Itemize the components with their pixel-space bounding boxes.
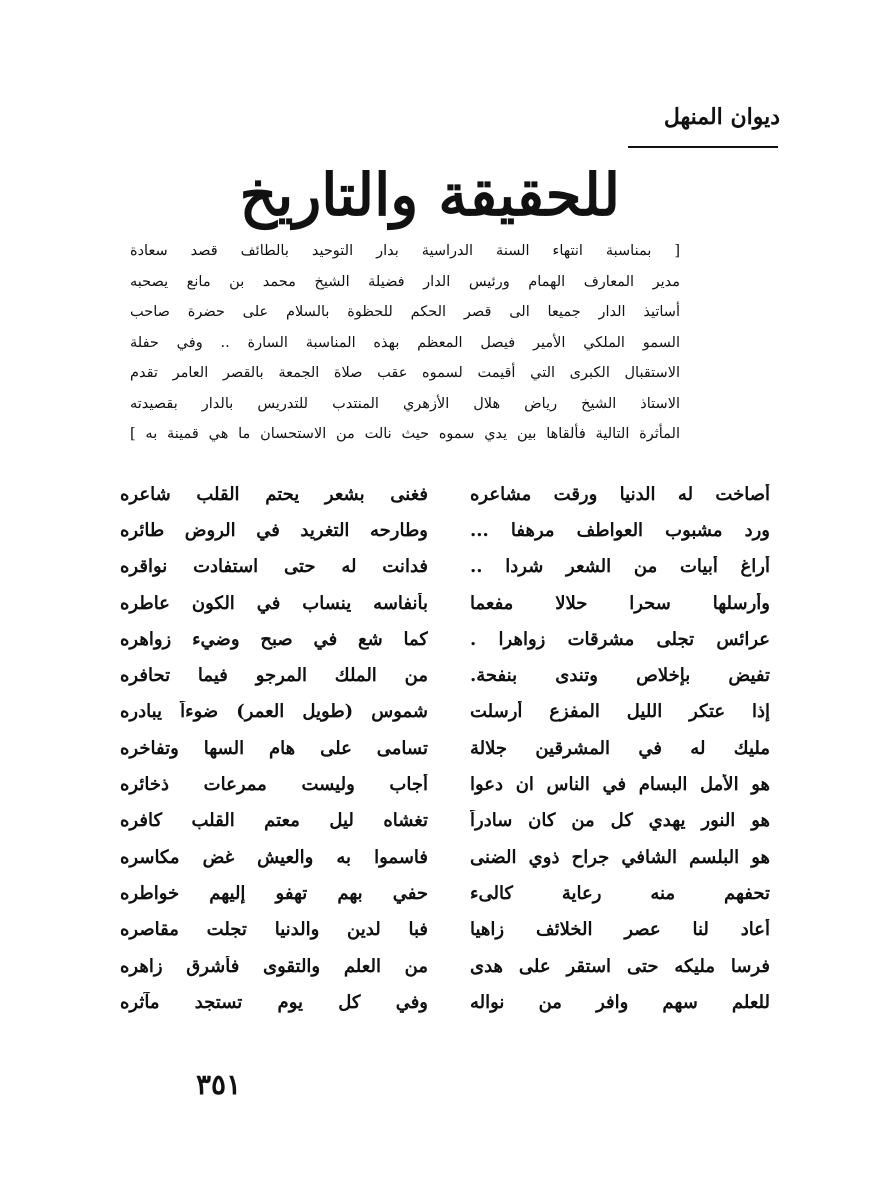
verse-line (120, 803, 770, 839)
intro-line: مدير المعارف الهمام ورئيس الدار فضيلة الشيخ محمد بن مانع يصحبه (130, 273, 680, 290)
poem-title: للحقيقة والتاريخ (239, 161, 620, 229)
intro-line: أساتيذ الدار جميعا الى قصر الحكم للحظوة بالسلام على حضرة صاحب (130, 304, 680, 320)
verse-first-hemistich: أراغ أبيات من الشعر شردا .. (470, 556, 770, 578)
verse-second-hemistich: فاسموا به والعيش غض مكاسره (120, 846, 428, 868)
verse-second-hemistich: وفي كل يوم تستجد مآثره (120, 991, 428, 1013)
verse-first-hemistich: تحفهم منه رعاية كالىء (470, 882, 770, 904)
verse-second-hemistich: أجاب وليست ممرعات ذخائره (120, 774, 428, 796)
verse-line (120, 875, 770, 911)
verse-second-hemistich: كما شع في صبح وضيء زواهره (120, 628, 428, 650)
verse-second-hemistich: فدانت له حتى استفادت نواقره (120, 556, 428, 578)
verse-line (120, 512, 770, 548)
poem-verses (120, 476, 770, 1020)
verse-line (120, 585, 770, 621)
verse-second-hemistich: من العلم والتقوى فأشرق زاهره (120, 955, 428, 977)
verse-first-hemistich: مليك له في المشرقين جلالة (470, 737, 770, 759)
verse-line (120, 694, 770, 730)
intro-line: السمو الملكي الأمير فيصل المعظم بهذه المناسبة السارة .. وفي حفلة (130, 334, 680, 351)
verse-first-hemistich: أصاخت له الدنيا ورقت مشاعره (470, 483, 770, 505)
intro-line: الاستاذ الشيخ رياض هلال الأزهري المنتدب للتدريس بالدار بقصيدته (130, 395, 680, 412)
book-title: ديوان المنهل (663, 104, 780, 130)
verse-second-hemistich: شموس (طويل العمر) ضوءاً يبادره (120, 701, 428, 723)
intro-line: المأثرة التالية فألقاها بين يدي سموه حيث نالت من الاستحسان ما هي قمينة به ] (130, 426, 680, 442)
verse-line (120, 839, 770, 875)
verse-second-hemistich: حفي بهم تهفو إليهم خواطره (120, 882, 428, 904)
verse-line (120, 549, 770, 585)
verse-first-hemistich: تفيض بإخلاص وتندى بنفحة. (470, 665, 770, 687)
verse-line (120, 912, 770, 948)
verse-line (120, 948, 770, 984)
verse-second-hemistich: تغشاه ليل معتم القلب كافره (120, 810, 428, 832)
verse-first-hemistich: هو الأمل البسام في الناس ان دعوا (470, 774, 770, 796)
verse-first-hemistich: إذا عتكر الليل المفزع أرسلت (470, 701, 770, 723)
verse-line (120, 657, 770, 693)
verse-line (120, 984, 770, 1020)
verse-first-hemistich: هو النور يهدي كل من كان سادراً (470, 810, 770, 832)
header-divider (628, 146, 778, 148)
verse-first-hemistich: للعلم سهم وافر من نواله (470, 991, 770, 1013)
intro-line: [ بمناسبة انتهاء السنة الدراسية بدار التوحيد بالطائف قصد سعادة (130, 243, 680, 259)
verse-first-hemistich: هو البلسم الشافي جراح ذوي الضنى (470, 846, 770, 868)
verse-line (120, 621, 770, 657)
verse-first-hemistich: عرائس تجلى مشرقات زواهرا . (470, 628, 770, 650)
verse-second-hemistich: فغنى بشعر يحتم القلب شاعره (120, 483, 428, 505)
verse-second-hemistich: من الملك المرجو فيما تحافره (120, 665, 428, 687)
verse-second-hemistich: فبا لدين والدنيا تجلت مقاصره (120, 919, 428, 941)
verse-first-hemistich: ورد مشبوب العواطف مرهفا ... (470, 519, 770, 541)
verse-line (120, 766, 770, 802)
verse-second-hemistich: وطارحه التغريد في الروض طائره (120, 519, 428, 541)
verse-first-hemistich: وأرسلها سحرا حلالا مفعما (470, 592, 770, 614)
verse-line (120, 730, 770, 766)
intro-line: الاستقبال الكبرى التي أقيمت لسموه عقب صلاة الجمعة بالقصر العامر تقدم (130, 365, 680, 381)
verse-line (120, 476, 770, 512)
verse-second-hemistich: بأنفاسه ينساب في الكون عاطره (120, 592, 428, 614)
intro-paragraph (130, 236, 680, 450)
verse-first-hemistich: أعاد لنا عصر الخلائف زاهيا (470, 919, 770, 941)
page-number: ٣٥١ (196, 1068, 242, 1101)
verse-second-hemistich: تسامى على هام السها وتفاخره (120, 737, 428, 759)
verse-first-hemistich: فرسا مليكه حتى استقر على هدى (470, 955, 770, 977)
